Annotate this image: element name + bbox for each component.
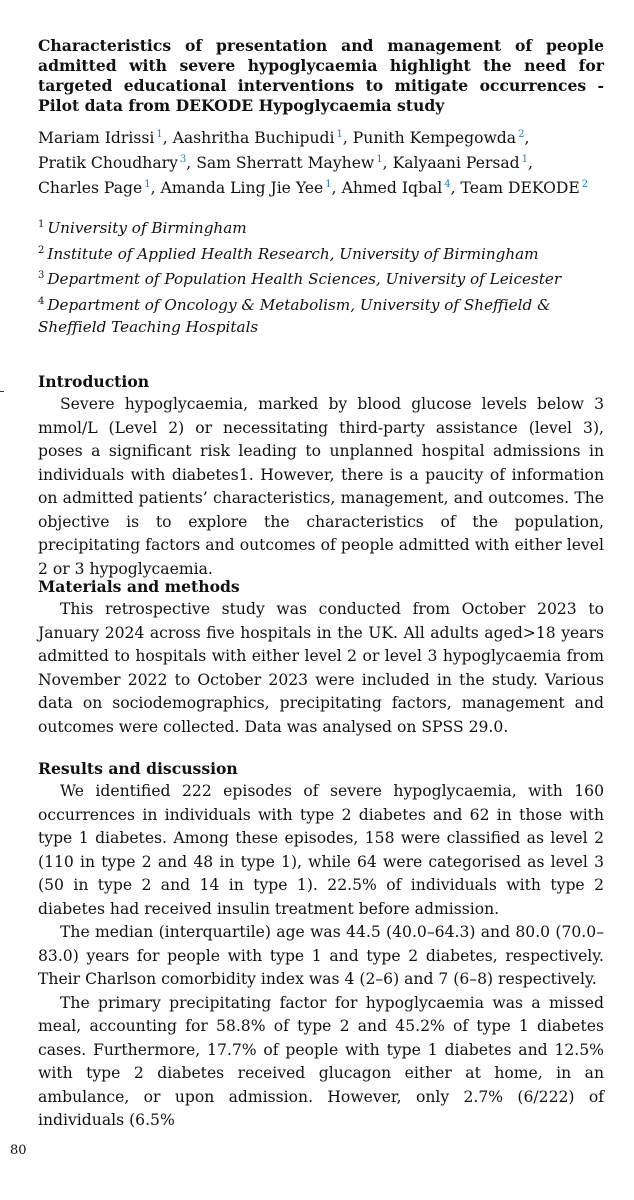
paragraph: We identified 222 episodes of severe hypoglycaemia, with 160 occurrences in individuals with type 2 diabetes and 62 in those with type 1 diabetes. Among these episodes, 158 were classified as level 2 (110 in type 2 and 48 in type 1), while 64 were categorised as level 3 (50 in type 2 and 14 in type 1). 22.5% of individuals with type 2 diabetes had received insulin treatment before admission. <box>38 782 604 918</box>
author[interactable] <box>38 129 173 147</box>
author-name: Team DEKODE <box>460 179 580 197</box>
paragraph: This retrospective study was conducted from October 2023 to January 2024 across five hospitals in the UK. All adults aged>18 years admitted to hospitals with either level 2 or level 3 hypoglycaemia from November 2022 to October 2023 were included in the study. Various data on sociodemographics, precipitating factors, management and outcomes were collected. Data was analysed on SPSS 29.0. <box>38 600 604 736</box>
affiliation-number: 1 <box>38 219 45 230</box>
section-heading: Materials and methods <box>38 577 240 596</box>
author[interactable] <box>353 129 530 147</box>
affiliation-text: Department of Population Health Sciences, University of Leicester <box>47 270 562 288</box>
margin-mark <box>0 391 4 392</box>
paragraph: Severe hypoglycaemia, marked by blood glucose levels below 3 mmol/L (Level 2) or necessitating third-party assistance (level 3), poses a significant risk leading to unplanned hospital admissions in individuals with diabetes1. However, there is a paucity of information on admitted patients’ characteristics, management, and outcomes. The objective is to explore the characteristics of the population, precipitating factors and outcomes of people admitted with either level 2 or 3 hypoglycaemia. <box>38 395 604 578</box>
author-separator: , <box>528 154 534 172</box>
author-separator: , <box>524 129 530 147</box>
affiliation-number: 3 <box>38 270 45 281</box>
author-name: Aashritha Buchipudi <box>172 129 335 147</box>
author[interactable] <box>342 179 461 197</box>
affiliation-marker[interactable]: 1 <box>376 154 383 165</box>
author[interactable] <box>38 179 161 197</box>
affiliation-item <box>38 240 604 266</box>
author[interactable] <box>38 154 196 172</box>
author-name: Sam Sherratt Mayhew <box>196 154 375 172</box>
methods-section <box>38 576 604 739</box>
author-name: Ahmed Iqbal <box>341 179 443 197</box>
author[interactable] <box>196 154 392 172</box>
affiliation-number: 2 <box>38 244 45 256</box>
author[interactable] <box>393 154 533 172</box>
section-heading: Introduction <box>38 372 150 391</box>
author-separator: , <box>162 129 173 147</box>
results-section <box>38 758 604 1133</box>
author[interactable] <box>461 179 589 197</box>
author-name: Mariam Idrissi <box>38 129 155 147</box>
author-name: Charles Page <box>38 179 143 197</box>
paragraph: The primary precipitating factor for hypoglycaemia was a missed meal, accounting for 58.8% of type 2 and 45.2% of type 1 diabetes cases. Furthermore, 17.7% of people with type 1 diabetes and 12.5% with type 2 diabetes received glucagon either at home, in an ambulance, or upon admission. However, only 2.7% (6/222) of individuals (6.5% <box>38 993 604 1129</box>
affiliation-item <box>38 265 604 291</box>
paragraph: The median (interquartile) age was 44.5 (40.0–64.3) and 80.0 (70.0–83.0) years for people with type 1 and type 2 diabetes, respectively. Their Charlson comorbidity index was 4 (2–6) and 7 (6–8) respectively. <box>38 923 604 988</box>
author-separator: , <box>342 129 353 147</box>
author[interactable] <box>161 179 342 197</box>
author-separator: , <box>382 154 393 172</box>
page-number: 80 <box>10 1143 27 1158</box>
affiliation-marker[interactable]: 1 <box>156 129 163 140</box>
author-separator: , <box>450 179 461 197</box>
author-name: Kalyaani Persad <box>392 154 520 172</box>
affiliation-marker[interactable]: 1 <box>144 179 151 190</box>
affiliation-list <box>38 214 604 339</box>
affiliation-marker[interactable]: 2 <box>518 129 525 140</box>
affiliation-marker[interactable]: 1 <box>336 129 343 140</box>
author-name: Amanda Ling Jie Yee <box>160 179 324 197</box>
author-list <box>38 124 604 199</box>
author-separator: , <box>186 154 197 172</box>
affiliation-text: Institute of Applied Health Research, University of Birmingham <box>47 244 539 263</box>
affiliation-item <box>38 214 604 240</box>
introduction-section <box>38 371 604 581</box>
affiliation-marker[interactable]: 1 <box>325 179 332 190</box>
affiliation-number: 4 <box>38 295 45 307</box>
affiliation-text: University of Birmingham <box>47 219 247 237</box>
affiliation-item <box>38 291 604 339</box>
author-separator: , <box>150 179 161 197</box>
author-name: Pratik Choudhary <box>38 154 178 172</box>
affiliation-marker[interactable]: 4 <box>444 179 451 190</box>
section-heading: Results and discussion <box>38 759 238 778</box>
article-title: Characteristics of presentation and management of people admitted with severe hypoglycaemia highlight the need for targeted educational interventions to mitigate occurrences - Pilot data from DEKODE Hypoglycaemia study <box>38 36 604 115</box>
affiliation-marker[interactable]: 2 <box>581 179 589 190</box>
affiliation-marker[interactable]: 1 <box>521 154 529 165</box>
author[interactable] <box>173 129 353 147</box>
author-separator: , <box>331 179 342 197</box>
author-name: Punith Kempegowda <box>352 129 517 147</box>
affiliation-text: Department of Oncology & Metabolism, University of Sheffield & Sheffield Teaching Hospitals <box>38 295 551 336</box>
affiliation-marker[interactable]: 3 <box>179 154 187 165</box>
